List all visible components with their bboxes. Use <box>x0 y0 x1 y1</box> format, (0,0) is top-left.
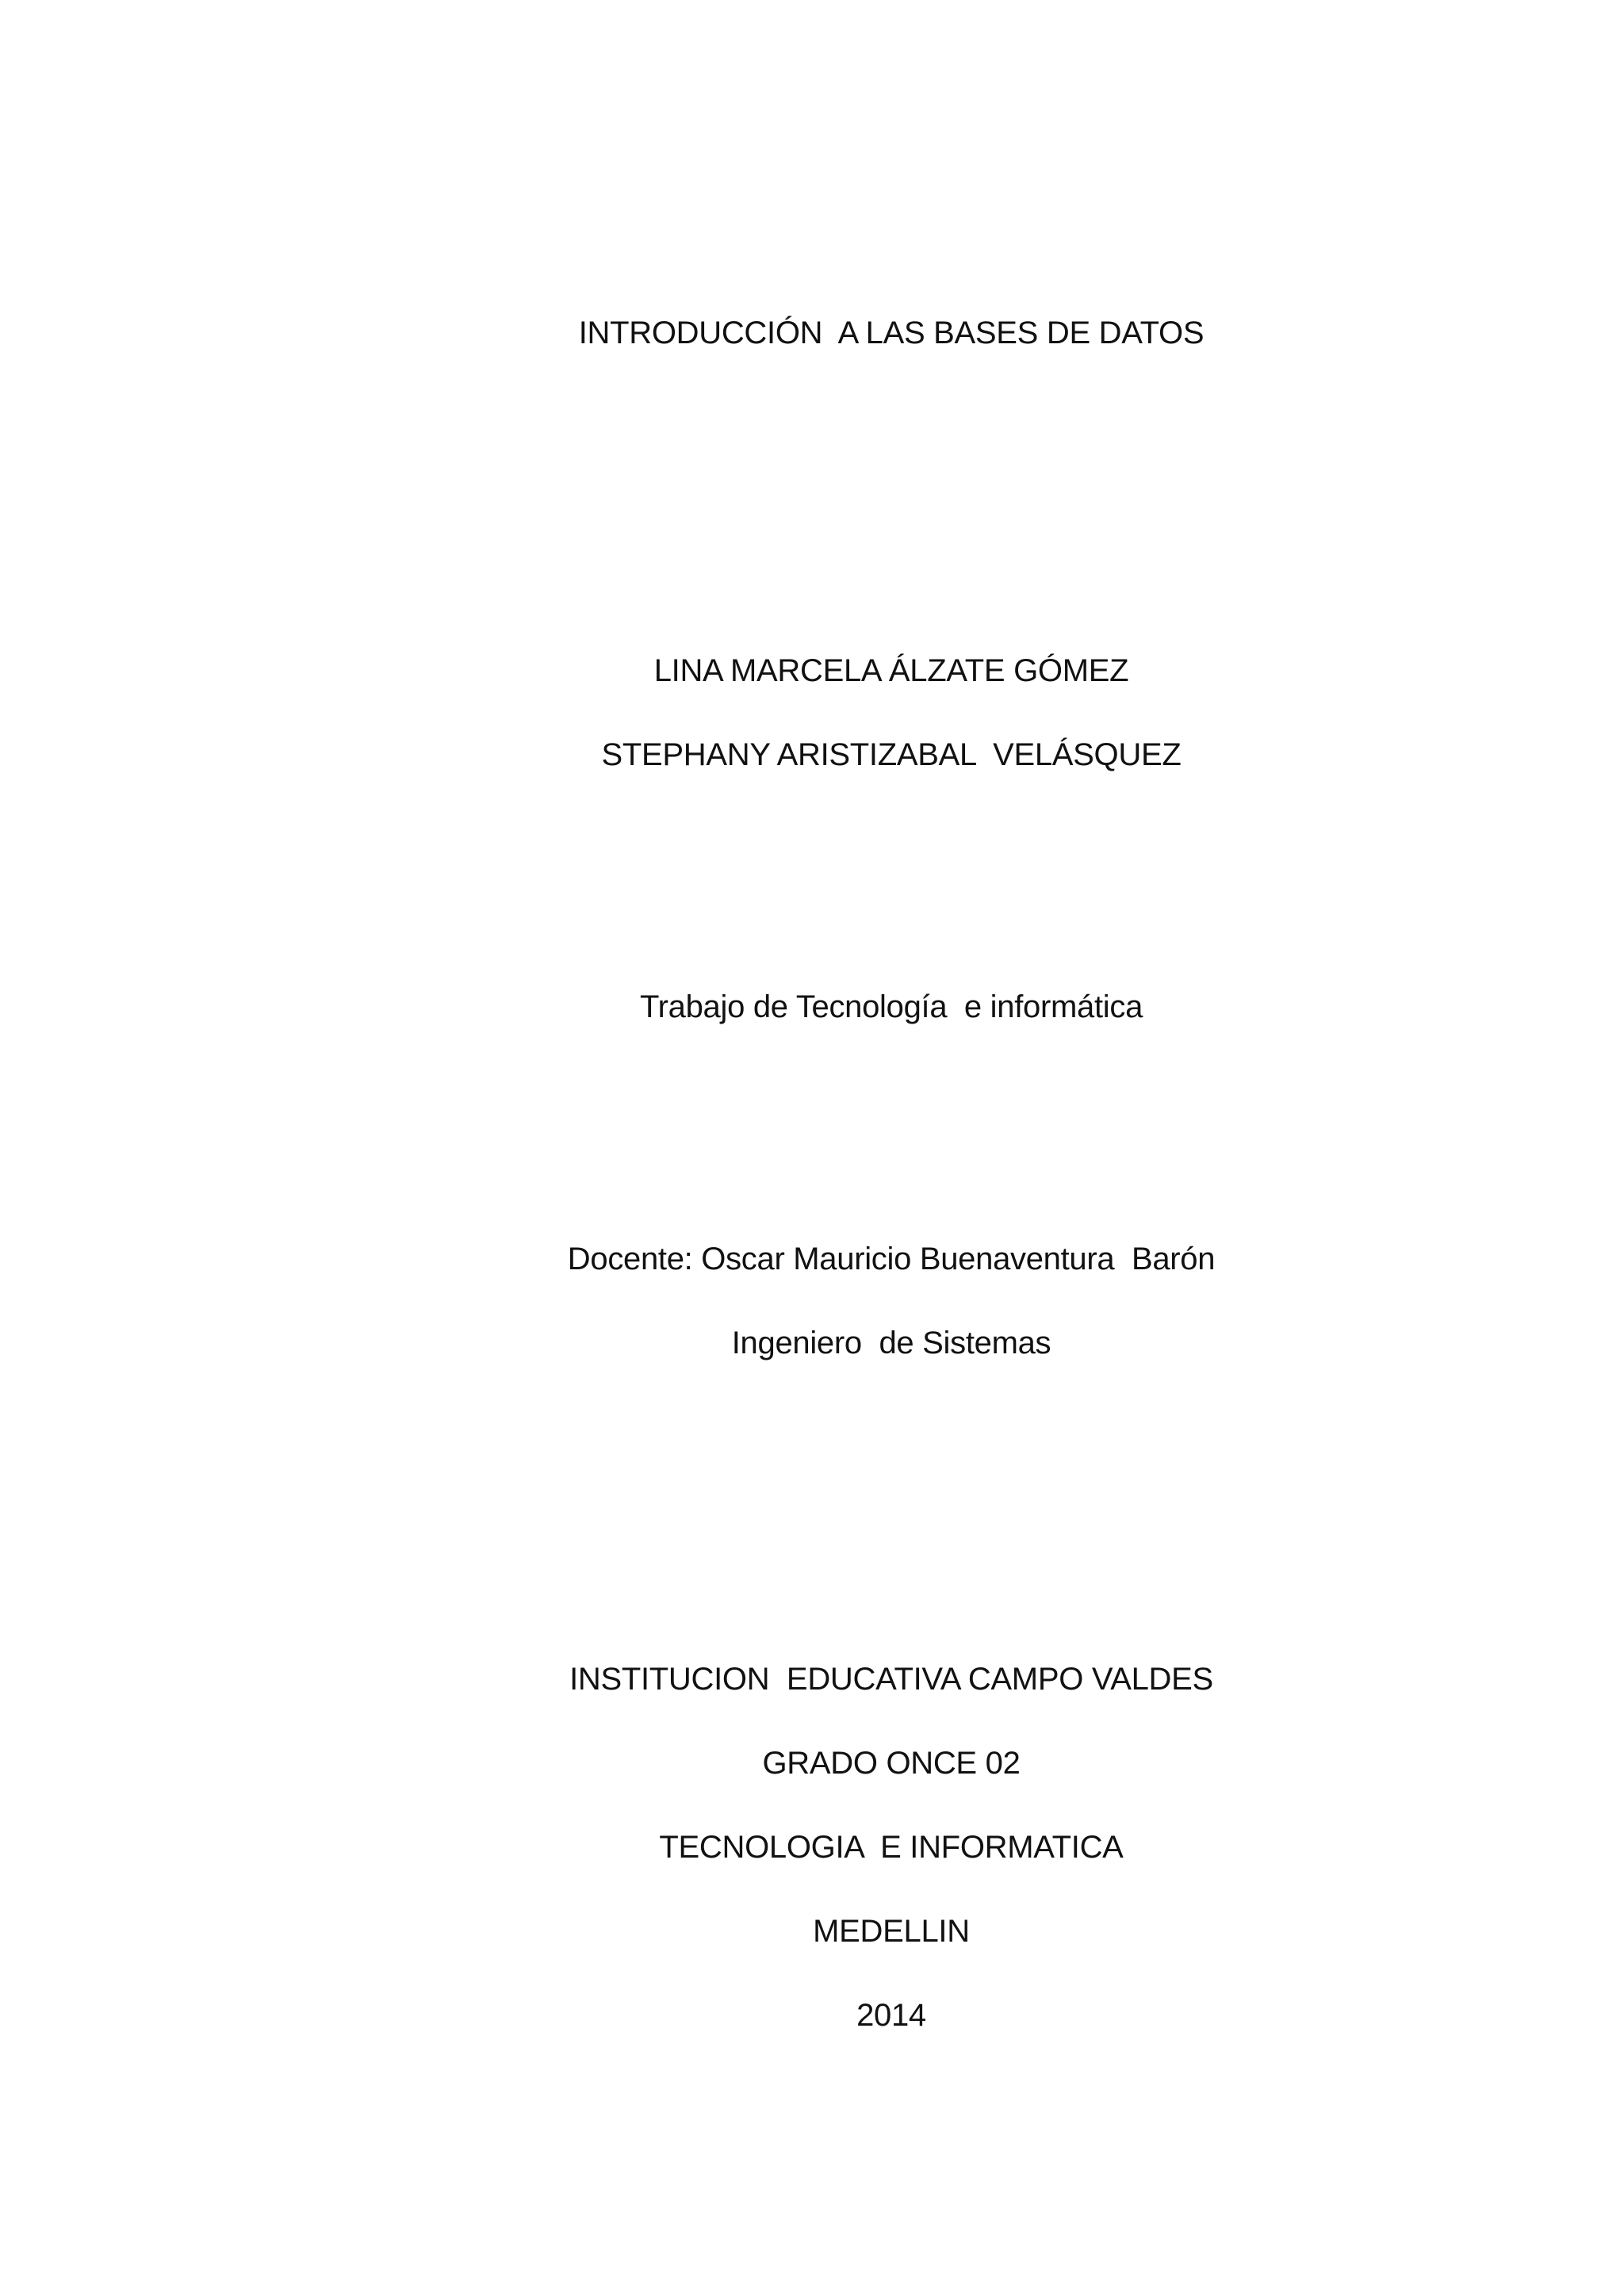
teacher-name: Docente: Oscar Mauricio Buenaventura Barón <box>567 1242 1216 1276</box>
work-type: Trabajo de Tecnología e informática <box>639 989 1143 1024</box>
institution-subject: TECNOLOGIA E INFORMATICA <box>659 1830 1124 1865</box>
teacher-role: Ingeniero de Sistemas <box>731 1326 1051 1360</box>
document-title: INTRODUCCIÓN A LAS BASES DE DATOS <box>578 316 1205 350</box>
author-2: STEPHANY ARISTIZABAL VELÁSQUEZ <box>601 737 1182 772</box>
institution-city: MEDELLIN <box>813 1914 970 1949</box>
author-1: LINA MARCELA ÁLZATE GÓMEZ <box>653 653 1129 688</box>
institution-name: INSTITUCION EDUCATIVA CAMPO VALDES <box>569 1662 1213 1697</box>
institution-year: 2014 <box>856 1998 926 2033</box>
institution-grade: GRADO ONCE 02 <box>762 1746 1021 1781</box>
